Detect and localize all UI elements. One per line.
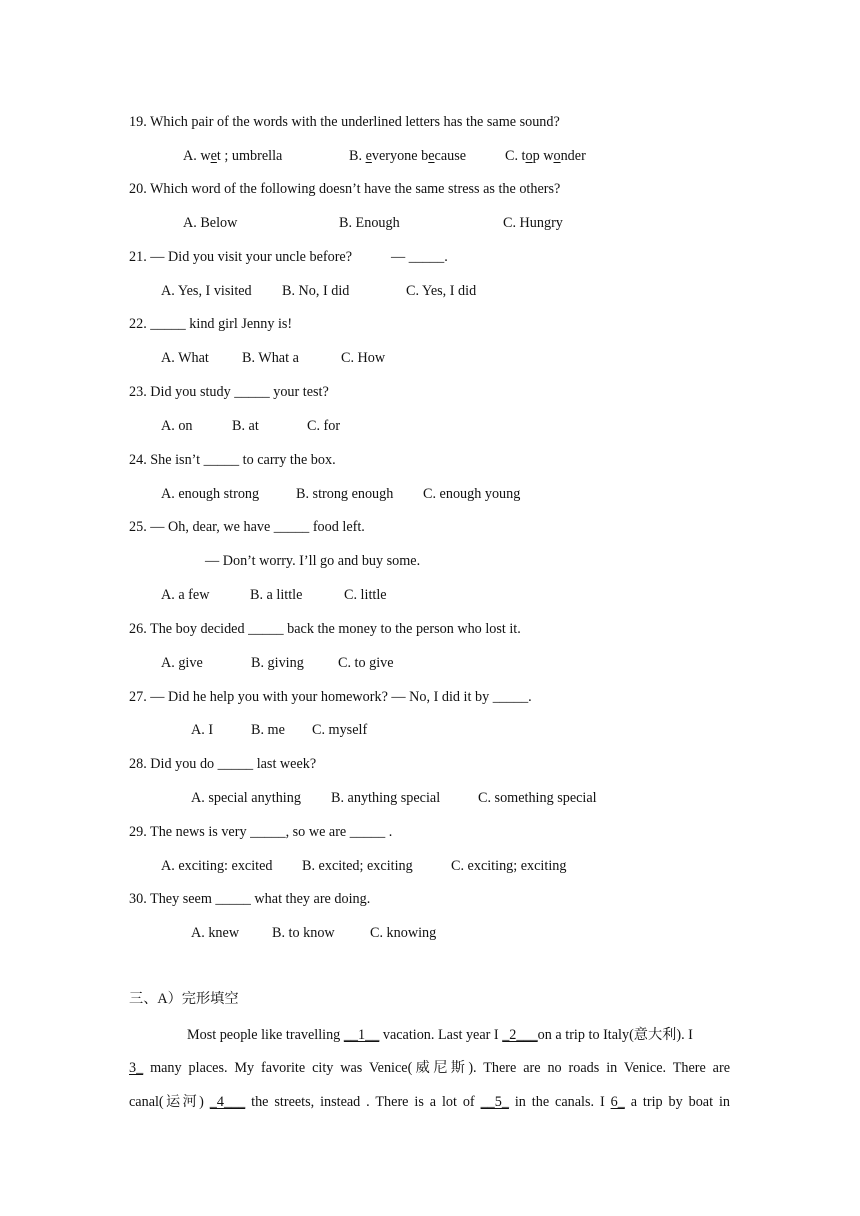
question-19-option-b: B. everyone because [349, 148, 467, 164]
cloze-line-1: Most people like travelling __1__ vacation. Last year I _2___on a trip to Italy(意大利). I [187, 1027, 693, 1043]
blank-4: _4___ [209, 1094, 246, 1110]
question-24-option-b: B. strong enough [296, 486, 394, 502]
question-29-option-c: C. exciting; exciting [451, 858, 567, 874]
question-27-option-c: C. myself [312, 722, 368, 738]
blank-6: 6_ [610, 1094, 625, 1110]
question-19-stem: 19. Which pair of the words with the underlined letters has the same sound? [129, 114, 560, 130]
question-26-option-c: C. to give [338, 655, 394, 671]
question-21-option-c: C. Yes, I did [406, 283, 477, 299]
blank-3: 3_ [129, 1060, 144, 1076]
question-29-stem: 29. The news is very _____, so we are _____ . [129, 824, 393, 840]
question-25-option-b: B. a little [250, 587, 303, 603]
question-27-option-b: B. me [251, 722, 285, 738]
question-27-option-a: A. I [191, 722, 214, 738]
question-25-option-c: C. little [344, 587, 387, 603]
question-24-option-c: C. enough young [423, 486, 521, 502]
question-21-option-a: A. Yes, I visited [161, 283, 252, 299]
question-21-stem: 21. — Did you visit your uncle before? [129, 249, 353, 265]
question-28-stem: 28. Did you do _____ last week? [129, 756, 317, 772]
question-30-option-c: C. knowing [370, 925, 437, 941]
question-22-option-a: A. What [161, 350, 209, 366]
question-26-option-b: B. giving [251, 655, 304, 671]
question-20-option-c: C. Hungry [503, 215, 563, 231]
question-23-option-b: B. at [232, 418, 259, 434]
cloze-line-3: canal(运河) _4___ the streets, instead . There is a lot of __5_ in the canals. I 6_ a trip by boat in [129, 1094, 730, 1110]
question-19-option-c: C. top wonder [505, 148, 586, 164]
section-heading: 三、A）完形填空 [129, 991, 239, 1007]
question-30-option-a: A. knew [191, 925, 240, 941]
question-28-option-c: C. something special [478, 790, 597, 806]
question-28-option-b: B. anything special [331, 790, 441, 806]
question-29-option-b: B. excited; exciting [302, 858, 413, 874]
question-24-option-a: A. enough strong [161, 486, 260, 502]
question-23-stem: 23. Did you study _____ your test? [129, 384, 329, 400]
question-21-option-b: B. No, I did [282, 283, 350, 299]
question-28-option-a: A. special anything [191, 790, 301, 806]
blank-2: _2___ [502, 1027, 538, 1043]
question-23-option-a: A. on [161, 418, 193, 434]
question-30-stem: 30. They seem _____ what they are doing. [129, 891, 371, 907]
question-27-stem: 27. — Did he help you with your homework? — No, I did it by _____. [129, 689, 532, 705]
question-26-stem: 26. The boy decided _____ back the money to the person who lost it. [129, 621, 521, 637]
question-20-option-a: A. Below [183, 215, 238, 231]
question-29-option-a: A. exciting: excited [161, 858, 273, 874]
question-22-option-c: C. How [341, 350, 386, 366]
blank-5: __5_ [480, 1094, 509, 1110]
question-19-option-a: A. wet ; umbrella [183, 148, 283, 164]
question-23-option-c: C. for [307, 418, 341, 434]
question-30-option-b: B. to know [272, 925, 335, 941]
question-26-option-a: A. give [161, 655, 203, 671]
question-22-option-b: B. What a [242, 350, 299, 366]
question-20-stem: 20. Which word of the following doesn’t have the same stress as the others? [129, 181, 561, 197]
question-25-stem: 25. — Oh, dear, we have _____ food left. [129, 519, 365, 535]
question-20-option-b: B. Enough [339, 215, 400, 231]
blank-1: __1__ [343, 1027, 380, 1043]
cloze-line-2: 3_ many places. My favorite city was Venice(威尼斯). There are no roads in Venice. There are [129, 1060, 730, 1076]
question-21-answer-blank: — _____. [391, 249, 448, 265]
question-25-reply: — Don’t worry. I’ll go and buy some. [205, 553, 421, 569]
question-25-option-a: A. a few [161, 587, 210, 603]
question-22-stem: 22. _____ kind girl Jenny is! [129, 316, 293, 332]
question-24-stem: 24. She isn’t _____ to carry the box. [129, 452, 336, 468]
